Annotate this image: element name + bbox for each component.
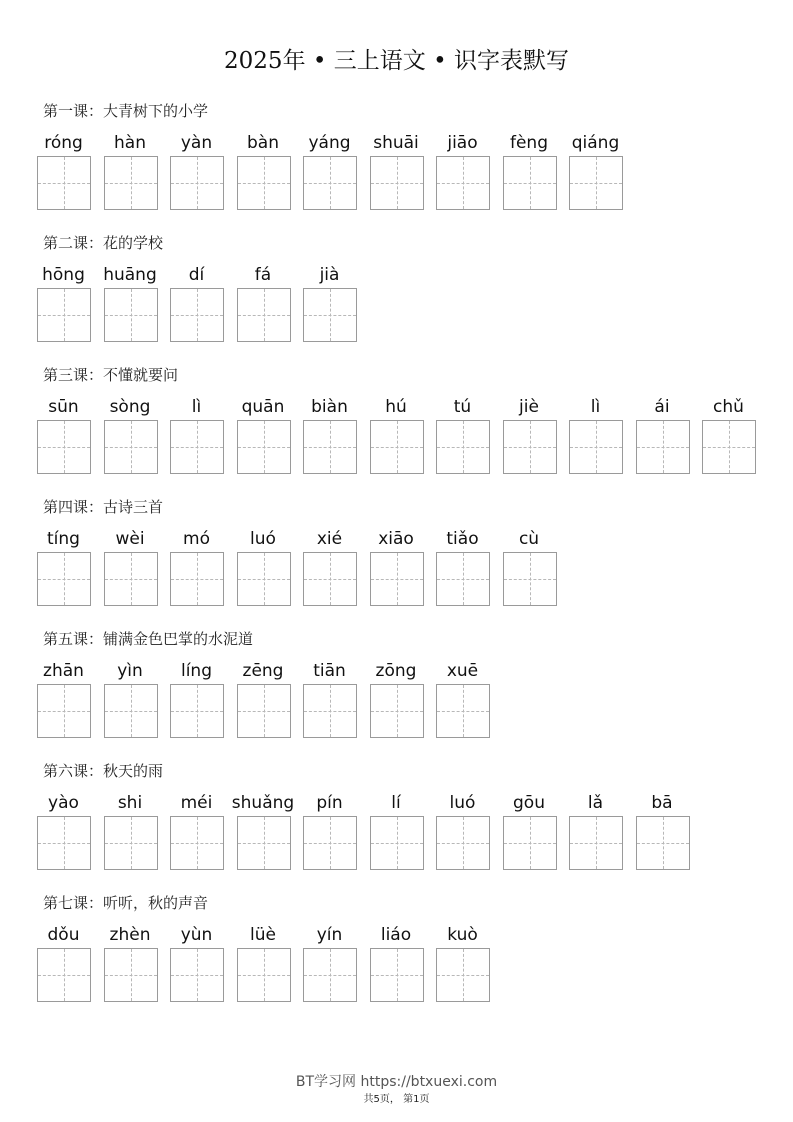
lesson-section (0, 498, 793, 637)
pinyin-label: bā (651, 793, 673, 813)
tianzige-writing-box[interactable] (170, 816, 224, 870)
pinyin-label: shuǎng (231, 793, 295, 813)
lesson-title: 第五课：铺满金色巴掌的水泥道 (43, 630, 254, 648)
pinyin-label: bàn (247, 133, 279, 153)
tianzige-writing-box[interactable] (436, 816, 490, 870)
tianzige-writing-box[interactable] (370, 552, 424, 606)
pinyin-label: tiān (313, 661, 346, 681)
pinyin-label: shuāi (373, 133, 419, 153)
pinyin-label: tú (453, 397, 472, 417)
tianzige-writing-box[interactable] (636, 816, 690, 870)
tianzige-writing-box[interactable] (170, 552, 224, 606)
pinyin-label: jiè (519, 397, 539, 417)
tianzige-writing-box[interactable] (104, 816, 158, 870)
tianzige-writing-box[interactable] (503, 552, 557, 606)
pinyin-label: tiǎo (446, 529, 479, 549)
pinyin-label: quān (241, 397, 285, 417)
pinyin-label: ái (654, 397, 670, 417)
tianzige-writing-box[interactable] (104, 684, 158, 738)
pinyin-label: jià (319, 265, 340, 285)
lesson-title: 第四课：古诗三首 (43, 498, 164, 516)
tianzige-writing-box[interactable] (37, 156, 91, 210)
tianzige-writing-box[interactable] (237, 552, 291, 606)
pinyin-label: yìn (117, 661, 143, 681)
tianzige-writing-box[interactable] (104, 948, 158, 1002)
pinyin-label: xié (316, 529, 343, 549)
tianzige-writing-box[interactable] (636, 420, 690, 474)
tianzige-writing-box[interactable] (37, 552, 91, 606)
tianzige-writing-box[interactable] (104, 156, 158, 210)
pinyin-label: jiāo (447, 133, 478, 153)
pinyin-label: huāng (103, 265, 157, 285)
pinyin-label: zhèn (109, 925, 151, 945)
tianzige-writing-box[interactable] (237, 816, 291, 870)
tianzige-writing-box[interactable] (237, 420, 291, 474)
tianzige-writing-box[interactable] (303, 288, 357, 342)
tianzige-writing-box[interactable] (237, 156, 291, 210)
pinyin-label: hàn (114, 133, 146, 153)
tianzige-writing-box[interactable] (370, 948, 424, 1002)
pinyin-label: biàn (311, 397, 348, 417)
tianzige-writing-box[interactable] (104, 420, 158, 474)
tianzige-writing-box[interactable] (237, 684, 291, 738)
tianzige-writing-box[interactable] (303, 156, 357, 210)
lesson-title: 第一课：大青树下的小学 (43, 102, 209, 120)
tianzige-writing-box[interactable] (370, 816, 424, 870)
pinyin-label: hú (385, 397, 407, 417)
footer-page-number: 共5页， 第1页 (363, 1094, 430, 1105)
tianzige-writing-box[interactable] (370, 420, 424, 474)
tianzige-writing-box[interactable] (170, 684, 224, 738)
tianzige-writing-box[interactable] (436, 156, 490, 210)
lesson-title: 第三课：不懂就要问 (43, 366, 179, 384)
footer-site: BT学习网 https://btxuexi.com (295, 1074, 498, 1090)
pinyin-label: lí (391, 793, 401, 813)
pinyin-label: dǒu (47, 925, 80, 945)
pinyin-label: lì (191, 397, 202, 417)
pinyin-label: lüè (250, 925, 276, 945)
pinyin-label: méi (180, 793, 213, 813)
tianzige-writing-box[interactable] (303, 552, 357, 606)
tianzige-writing-box[interactable] (303, 684, 357, 738)
tianzige-writing-box[interactable] (436, 420, 490, 474)
pinyin-label: zhān (43, 661, 84, 681)
pinyin-label: luó (250, 529, 276, 549)
page-title: 2025年 • 三上语文 • 识字表默写 (224, 48, 569, 74)
lesson-section (0, 630, 793, 769)
tianzige-writing-box[interactable] (569, 156, 623, 210)
pinyin-label: yùn (180, 925, 213, 945)
tianzige-writing-box[interactable] (303, 948, 357, 1002)
pinyin-label: lǎ (587, 793, 604, 813)
pinyin-label: fá (254, 265, 272, 285)
pinyin-label: shi (117, 793, 143, 813)
pinyin-label: luó (449, 793, 476, 813)
tianzige-writing-box[interactable] (370, 684, 424, 738)
lesson-section (0, 366, 793, 505)
pinyin-label: kuò (447, 925, 478, 945)
tianzige-writing-box[interactable] (170, 420, 224, 474)
pinyin-label: sòng (109, 397, 151, 417)
pinyin-label: dí (188, 265, 205, 285)
tianzige-writing-box[interactable] (237, 288, 291, 342)
pinyin-label: tíng (47, 529, 80, 549)
pinyin-label: lì (590, 397, 601, 417)
tianzige-writing-box[interactable] (436, 552, 490, 606)
tianzige-writing-box[interactable] (503, 156, 557, 210)
tianzige-writing-box[interactable] (37, 420, 91, 474)
pinyin-label: líng (180, 661, 212, 681)
pinyin-label: chǔ (713, 397, 744, 417)
lesson-section (0, 234, 793, 373)
pinyin-label: xuē (446, 661, 479, 681)
tianzige-writing-box[interactable] (303, 816, 357, 870)
pinyin-label: gōu (513, 793, 545, 813)
lesson-section (0, 762, 793, 901)
tianzige-writing-box[interactable] (37, 288, 91, 342)
tianzige-writing-box[interactable] (37, 816, 91, 870)
tianzige-writing-box[interactable] (170, 156, 224, 210)
tianzige-writing-box[interactable] (170, 948, 224, 1002)
tianzige-writing-box[interactable] (237, 948, 291, 1002)
pinyin-label: zēng (242, 661, 284, 681)
pinyin-label: qiáng (571, 133, 620, 153)
tianzige-writing-box[interactable] (503, 816, 557, 870)
pinyin-label: yáng (308, 133, 351, 153)
pinyin-label: mó (183, 529, 210, 549)
tianzige-writing-box[interactable] (702, 420, 756, 474)
pinyin-label: zōng (375, 661, 417, 681)
tianzige-writing-box[interactable] (37, 948, 91, 1002)
lesson-title: 第七课：听听，秋的声音 (43, 894, 209, 912)
tianzige-writing-box[interactable] (569, 420, 623, 474)
tianzige-writing-box[interactable] (104, 288, 158, 342)
pinyin-label: xiāo (378, 529, 414, 549)
pinyin-label: hōng (42, 265, 85, 285)
pinyin-label: pín (316, 793, 343, 813)
pinyin-label: cù (518, 529, 540, 549)
lesson-title: 第二课：花的学校 (43, 234, 164, 252)
pinyin-label: yào (48, 793, 79, 813)
pinyin-label: róng (44, 133, 83, 153)
pinyin-label: sūn (48, 397, 79, 417)
pinyin-label: fèng (509, 133, 548, 153)
tianzige-writing-box[interactable] (303, 420, 357, 474)
tianzige-writing-box[interactable] (104, 552, 158, 606)
lesson-title: 第六课：秋天的雨 (43, 762, 164, 780)
tianzige-writing-box[interactable] (503, 420, 557, 474)
tianzige-writing-box[interactable] (37, 684, 91, 738)
pinyin-label: liáo (380, 925, 412, 945)
pinyin-label: wèi (115, 529, 145, 549)
tianzige-writing-box[interactable] (170, 288, 224, 342)
tianzige-writing-box[interactable] (569, 816, 623, 870)
tianzige-writing-box[interactable] (370, 156, 424, 210)
lesson-section (0, 894, 793, 1033)
pinyin-label: yín (316, 925, 343, 945)
lesson-section (0, 102, 793, 241)
pinyin-label: yàn (180, 133, 213, 153)
tianzige-writing-box[interactable] (436, 684, 490, 738)
tianzige-writing-box[interactable] (436, 948, 490, 1002)
